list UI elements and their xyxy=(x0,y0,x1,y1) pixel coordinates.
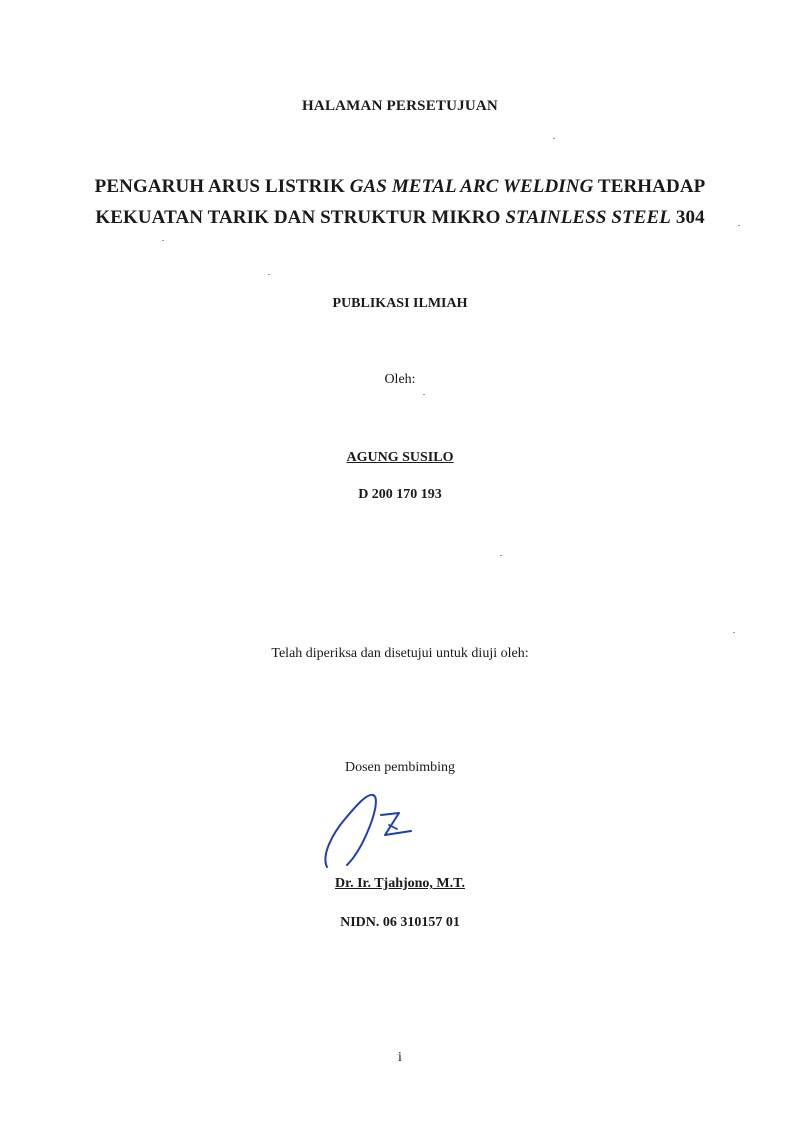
author-id: D 200 170 193 xyxy=(358,487,442,502)
scan-speck xyxy=(268,274,270,275)
supervisor-label: Dosen pembimbing xyxy=(344,760,456,775)
title-line-1-italic: GAS METAL ARC WELDING xyxy=(349,176,594,197)
title-line-1 xyxy=(0,176,800,198)
scan-speck xyxy=(423,394,425,395)
scan-speck xyxy=(162,240,164,241)
title-line-2-italic: STAINLESS STEEL xyxy=(505,207,672,228)
by-label: Oleh: xyxy=(384,372,416,387)
page-number: i xyxy=(398,1050,402,1065)
title-line-1-part-a: PENGARUH ARUS LISTRIK xyxy=(94,176,350,197)
author-name: AGUNG SUSILO xyxy=(346,450,454,465)
title-line-2-part-a: KEKUATAN TARIK DAN STRUKTUR MIKRO xyxy=(95,207,506,228)
scan-speck xyxy=(500,555,502,556)
signature-stroke-mark xyxy=(381,813,411,835)
signature-stroke-main xyxy=(325,795,375,867)
signature-image xyxy=(315,785,445,880)
title-line-1-part-c: TERHADAP xyxy=(593,176,706,197)
supervisor-name: Dr. Ir. Tjahjono, M.T. xyxy=(335,876,465,891)
supervisor-id: NIDN. 06 310157 01 xyxy=(340,915,460,930)
title-line-2-part-c: 304 xyxy=(671,207,705,228)
title-line-2 xyxy=(0,207,800,229)
scan-speck xyxy=(738,225,740,226)
approval-text: Telah diperiksa dan disetujui untuk diuji oleh: xyxy=(271,646,529,661)
scan-speck xyxy=(553,138,555,139)
page-heading: HALAMAN PERSETUJUAN xyxy=(302,98,498,114)
publication-type: PUBLIKASI ILMIAH xyxy=(332,296,468,311)
scan-speck xyxy=(733,632,735,633)
